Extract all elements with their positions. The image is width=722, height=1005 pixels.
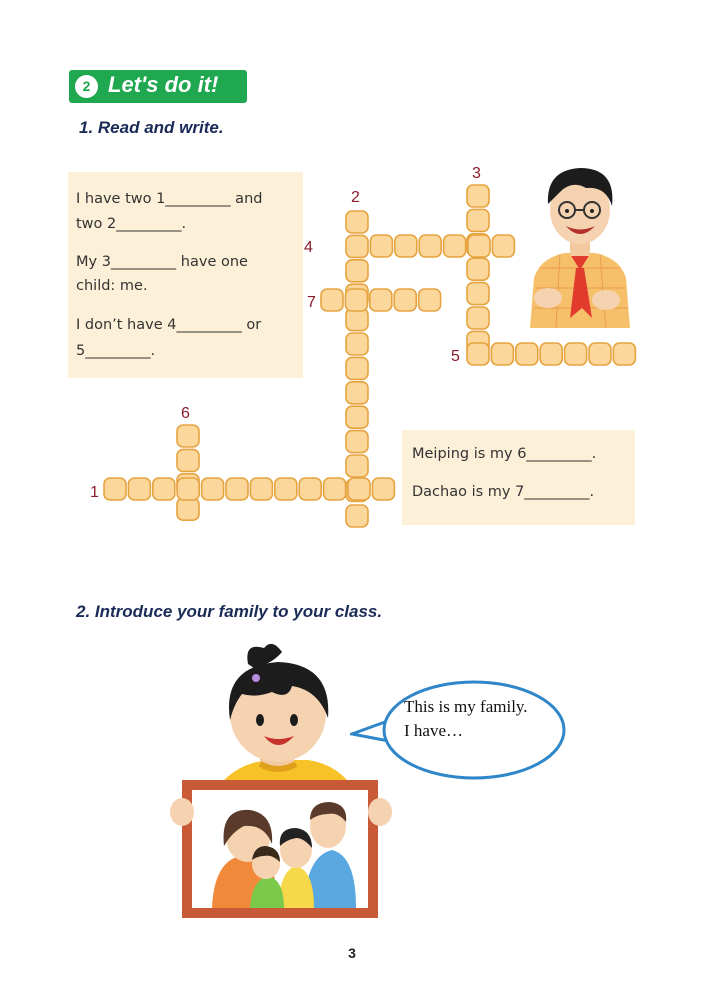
crossword-cell[interactable] (177, 498, 199, 520)
clue-line-7: Meiping is my 6_________. (412, 446, 597, 462)
clue-number-4: 4 (304, 239, 313, 256)
clue-number-1: 1 (90, 484, 99, 501)
crossword-cell[interactable] (419, 289, 441, 311)
crossword-cell[interactable] (467, 185, 489, 207)
crossword-cell[interactable] (492, 235, 514, 257)
clue-number-3: 3 (472, 165, 481, 182)
crossword-cell[interactable] (346, 505, 368, 527)
crossword-cell[interactable] (467, 283, 489, 305)
exercise-1-heading: 1. Read and write. (79, 118, 224, 137)
crossword-cell[interactable] (467, 209, 489, 231)
clue-line-6: 5_________. (76, 343, 156, 359)
crossword-cell[interactable] (444, 235, 466, 257)
crossword-cell[interactable] (177, 449, 199, 471)
crossword-cell[interactable] (491, 343, 513, 365)
crossword-cell[interactable] (516, 343, 538, 365)
crossword-cell[interactable] (467, 343, 489, 365)
clue-line-1: I have two 1_________ and (76, 191, 263, 207)
page-number: 3 (348, 945, 356, 961)
exercise-2-heading: 2. Introduce your family to your class. (76, 602, 383, 621)
crossword-cell[interactable] (419, 235, 441, 257)
boy-illustration (520, 158, 635, 328)
crossword-cell[interactable] (394, 289, 416, 311)
crossword-cell[interactable] (370, 289, 392, 311)
section-number-badge: 2 (75, 75, 98, 98)
crossword-cell[interactable] (346, 357, 368, 379)
crossword-cell[interactable] (128, 478, 150, 500)
clue-line-3: My 3_________ have one (76, 254, 248, 270)
clue-line-2: two 2_________. (76, 216, 187, 232)
crossword-cell[interactable] (226, 478, 248, 500)
crossword-cell[interactable] (346, 211, 368, 233)
crossword-cell[interactable] (104, 478, 126, 500)
crossword-cell[interactable] (370, 235, 392, 257)
crossword-cell[interactable] (395, 235, 417, 257)
crossword-cell[interactable] (299, 478, 321, 500)
crossword-cell[interactable] (372, 478, 394, 500)
crossword-cell[interactable] (346, 431, 368, 453)
crossword-cell[interactable] (589, 343, 611, 365)
clue-line-4: child: me. (76, 278, 148, 294)
crossword-cell[interactable] (467, 307, 489, 329)
crossword-cell[interactable] (348, 478, 370, 500)
crossword-cell[interactable] (250, 478, 272, 500)
crossword-cell[interactable] (345, 289, 367, 311)
crossword-cell[interactable] (346, 455, 368, 477)
crossword-cell[interactable] (467, 258, 489, 280)
crossword-cell[interactable] (275, 478, 297, 500)
crossword-cell[interactable] (346, 235, 368, 257)
crossword-cell[interactable] (346, 406, 368, 428)
section-title: Let's do it! (108, 72, 219, 97)
crossword-cell[interactable] (346, 333, 368, 355)
crossword-cell[interactable] (177, 425, 199, 447)
crossword-cell[interactable] (177, 478, 199, 500)
clue-number-6: 6 (181, 405, 190, 422)
clue-number-7: 7 (307, 294, 316, 311)
clue-line-5: I don’t have 4_________ or (76, 317, 262, 333)
crossword-cell[interactable] (565, 343, 587, 365)
crossword-cell[interactable] (153, 478, 175, 500)
crossword-cell[interactable] (540, 343, 562, 365)
crossword-cell[interactable] (346, 260, 368, 282)
crossword-cell[interactable] (346, 309, 368, 331)
speech-bubble-line-2: I have… (404, 721, 464, 740)
crossword-cell[interactable] (346, 382, 368, 404)
speech-bubble-line-1: This is my family. (404, 697, 528, 716)
clue-number-5: 5 (451, 348, 460, 365)
crossword-cell[interactable] (321, 289, 343, 311)
crossword-cell[interactable] (468, 235, 490, 257)
crossword-cell[interactable] (324, 478, 346, 500)
clue-line-8: Dachao is my 7_________. (412, 484, 595, 500)
crossword-cell[interactable] (613, 343, 635, 365)
clue-number-2: 2 (351, 189, 360, 206)
crossword-cell[interactable] (202, 478, 224, 500)
